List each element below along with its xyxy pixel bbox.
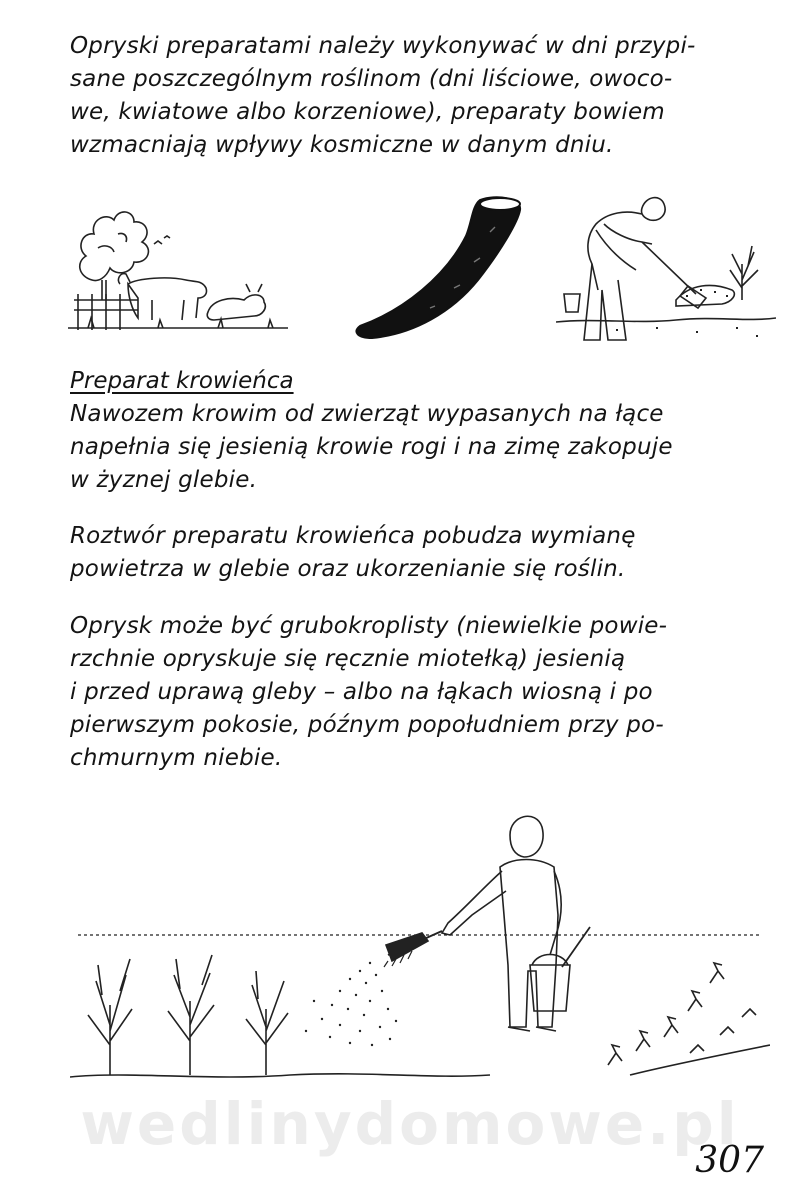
text-line: we, kwiatowe albo korzeniowe), preparaty bowiem bbox=[70, 99, 665, 125]
effect-paragraph bbox=[70, 520, 770, 586]
spraying-paragraph bbox=[70, 610, 770, 775]
text-line: wzmacniają wpływy kosmiczne w danym dniu. bbox=[70, 132, 614, 158]
text-line: chmurnym niebie. bbox=[70, 745, 283, 771]
text-line: Oprysk może być grubokroplisty (niewielkie powie- bbox=[70, 613, 668, 639]
section-heading: Preparat krowieńca bbox=[70, 368, 294, 394]
cows-pasture-illustration bbox=[68, 188, 288, 338]
text-line: i przed uprawą gleby – albo na łąkach wiosną i po bbox=[70, 679, 653, 705]
page-number: 307 bbox=[695, 1140, 764, 1181]
text-line: Nawozem krowim od zwierząt wypasanych na łące bbox=[70, 401, 664, 427]
text-line: powietrza w glebie oraz ukorzenianie się roślin. bbox=[70, 556, 626, 582]
intro-paragraph bbox=[70, 30, 770, 162]
watermark: wedlinydomowe.pl bbox=[80, 1090, 740, 1158]
person-spraying-illustration bbox=[70, 805, 770, 1085]
description-paragraph bbox=[70, 398, 770, 497]
text-line: Roztwór preparatu krowieńca pobudza wymianę bbox=[70, 523, 636, 549]
text-line: Opryski preparatami należy wykonywać w dni przypi- bbox=[70, 33, 696, 59]
text-line: rzchnie opryskuje się ręcznie miotełką) jesienią bbox=[70, 646, 626, 672]
text-line: pierwszym pokosie, późnym popołudniem przy po- bbox=[70, 712, 664, 738]
text-line: sane poszczególnym roślinom (dni liściowe, owoco- bbox=[70, 66, 673, 92]
text-line: napełnia się jesienią krowie rogi i na zimę zakopuje bbox=[70, 434, 673, 460]
person-digging-illustration bbox=[556, 190, 776, 350]
cow-horn-illustration bbox=[350, 192, 540, 342]
text-line: w żyznej glebie. bbox=[70, 467, 258, 493]
